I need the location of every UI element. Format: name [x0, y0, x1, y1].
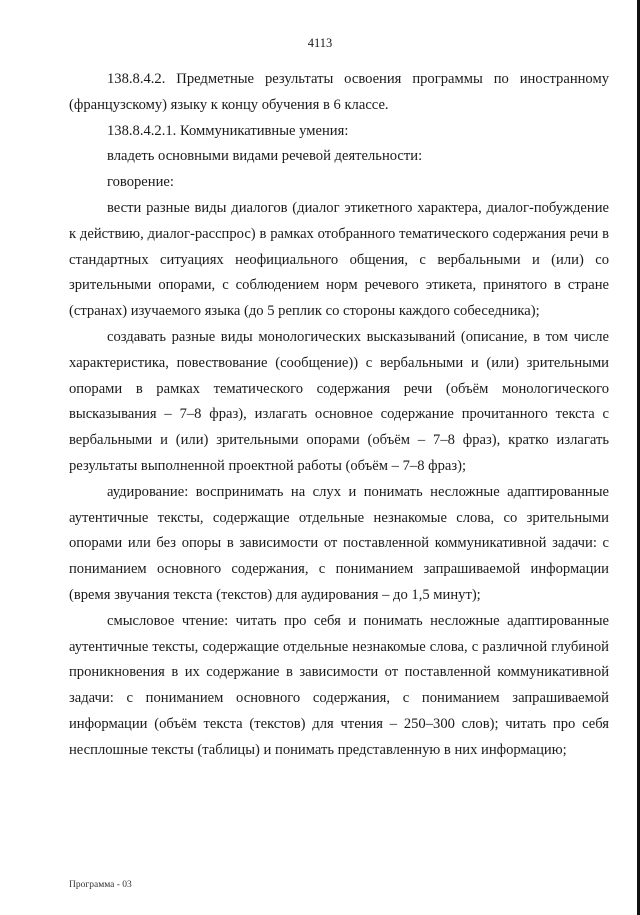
paragraph: аудирование: воспринимать на слух и понимать несложные адаптированные аутентичные тексты, содержащие отдельные незнакомые слова, со зрительными опорами или без опоры в зависимости от поставленной коммуникативной задачи: с пониманием основного содержания, с пониманием запрашиваемой информации (время звучания текста (текстов) для аудирования – до 1,5 минут);: [69, 483, 609, 603]
page-number: 4113: [307, 36, 333, 50]
paragraph: говорение:: [107, 174, 174, 191]
paragraph: создавать разные виды монологических высказываний (описание, в том числе характеристика, повествование (сообщение)) с вербальными и (или) зрительными опорами в рамках тематического содержания речи (объём монологического высказывания – 7–8 фраз), излагать основное содержание прочитанного текста с вербальными и (или) зрительными опорами (объём – 7–8 фраз), кратко излагать результаты выполненной проектной работы (объём – 7–8 фраз);: [69, 328, 609, 474]
section-heading: 138.8.4.2. Предметные результаты освоения программы по иностранному (французскому) языку к концу обучения в 6 классе.: [69, 71, 609, 113]
paragraph: владеть основными видами речевой деятельности:: [107, 148, 423, 165]
footer-label: Программа - 03: [69, 880, 132, 890]
subsection-heading: 138.8.4.2.1. Коммуникативные умения:: [107, 122, 349, 139]
body-text: [69, 67, 609, 764]
paragraph: вести разные виды диалогов (диалог этикетного характера, диалог-побуждение к действию, диалог-расспрос) в рамках отобранного тематического содержания речи в стандартных ситуациях неофициального общения, с вербальными и (или) со зрительными опорами, с соблюдением норм речевого этикета, принятого в стране (странах) изучаемого языка (до 5 реплик со стороны каждого собеседника);: [69, 199, 609, 320]
paragraph: смысловое чтение: читать про себя и понимать несложные адаптированные аутентичные тексты, содержащие отдельные незнакомые слова, с различной глубиной проникновения в их содержание в зависимости от поставленной коммуникативной задачи: с пониманием основного содержания, с пониманием запрашиваемой информации (объём текста (текстов) для чтения – 250–300 слов); читать про себя несплошные тексты (таблицы) и понимать представленную в них информацию;: [69, 612, 609, 758]
